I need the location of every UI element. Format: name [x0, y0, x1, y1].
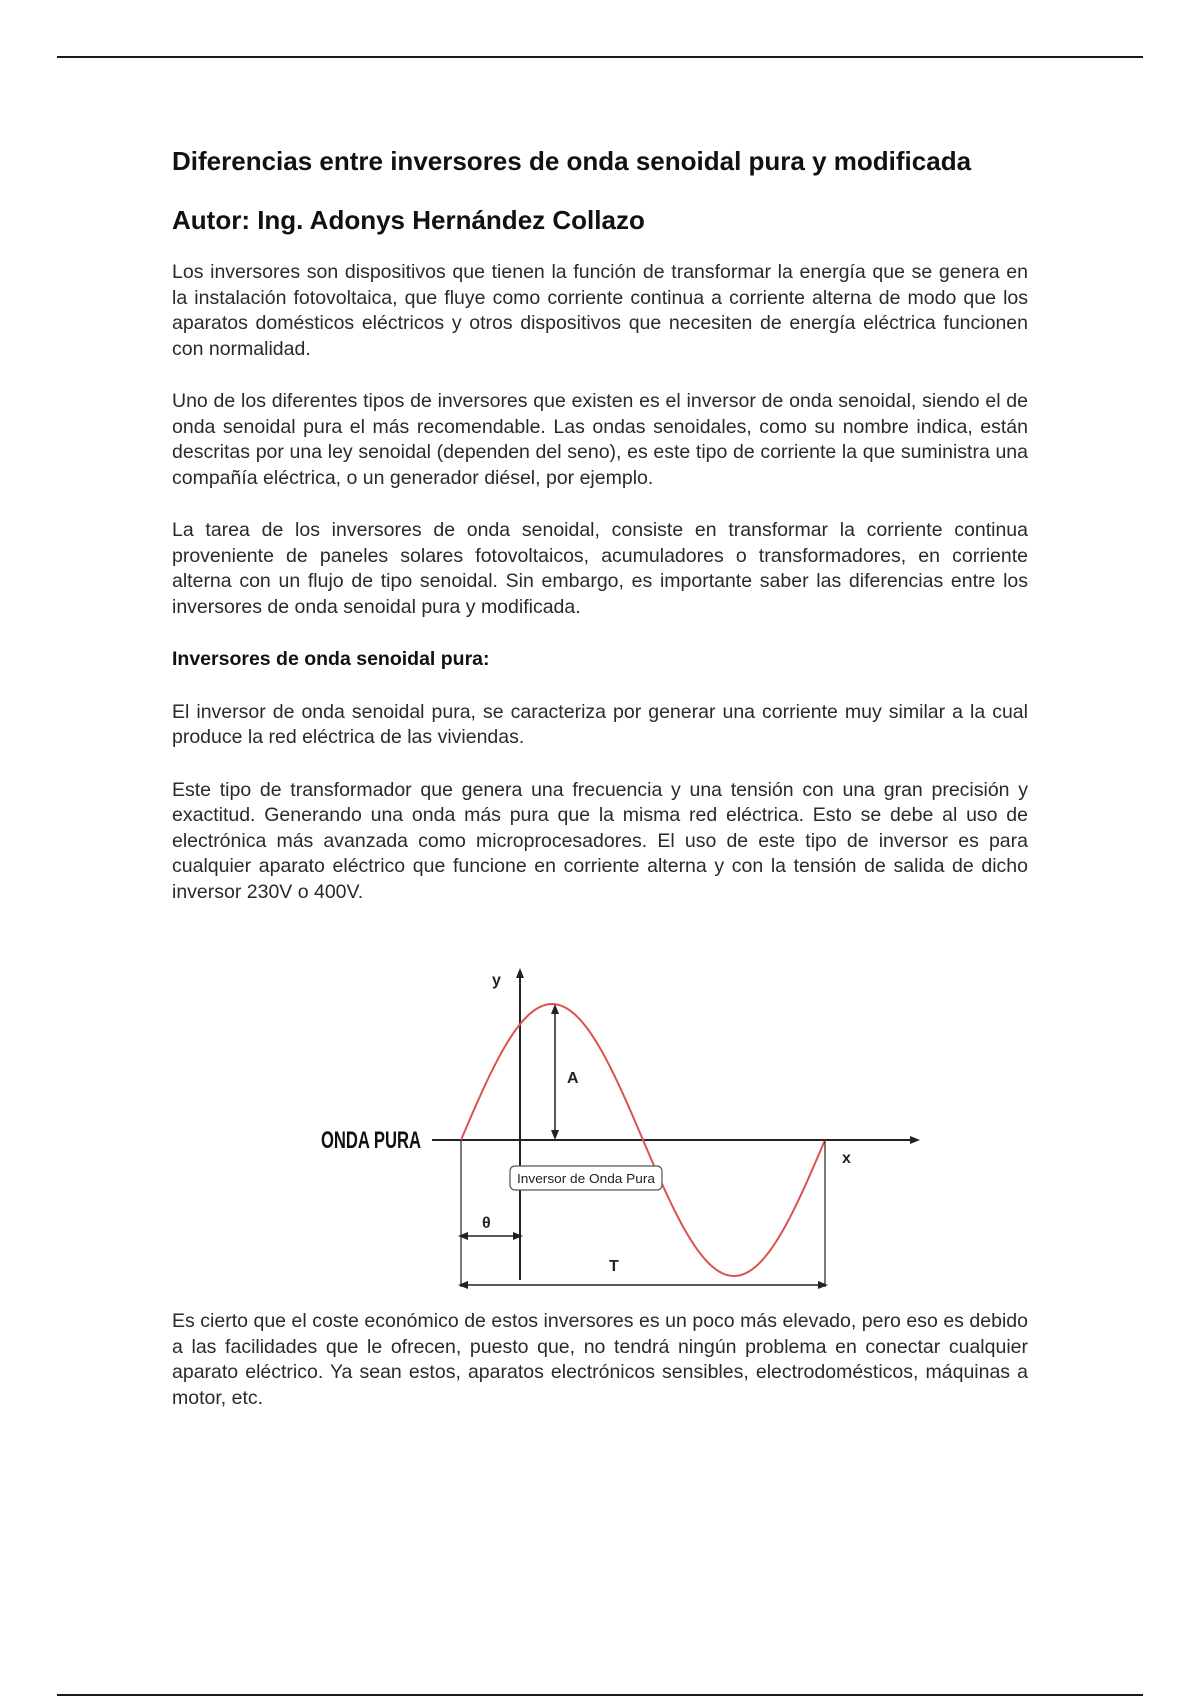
phase-label: θ — [482, 1215, 491, 1232]
author-line: Autor: Ing. Adonys Hernández Collazo — [172, 205, 645, 235]
wave-type-label: ONDA PURA — [321, 1127, 421, 1154]
document-title: Diferencias entre inversores de onda senoidal pura y modificada — [172, 146, 972, 176]
section-heading-pure-sine: Inversores de onda senoidal pura: — [172, 648, 490, 670]
period-label: T — [609, 1258, 619, 1275]
document-body — [172, 145, 1028, 1411]
paragraph-intro: Los inversores son dispositivos que tienen la función de transformar la energía que se genera en la instalación fotovoltaica, que fluye como corriente continua a corriente alterna de modo que los aparatos domésticos eléctricos y otros dispositivos que necesiten de energía eléctrica funcionen con normalidad. — [172, 261, 1028, 360]
x-axis-label: x — [842, 1150, 851, 1167]
paragraph-cost: Es cierto que el coste económico de estos inversores es un poco más elevado, pero eso es debido a las facilidades que le ofrecen, puesto que, no tendrá ningún problema en conectar cualquier aparato eléctrico. Ya sean estos, aparatos electrónicos sensibles, electrodomésticos, máquinas a motor, etc. — [172, 1310, 1028, 1409]
caption-box-text: Inversor de Onda Pura — [517, 1171, 656, 1186]
paragraph-types: Uno de los diferentes tipos de inversores que existen es el inversor de onda senoidal, siendo el de onda senoidal pura el más recomendable. Las ondas senoidales, como su nombre indica, están descritas por una ley senoidal (dependen del seno), es este tipo de corriente la que suministra una compañía eléctrica, o un generador diésel, por ejemplo. — [172, 390, 1028, 489]
footer-rule — [57, 1694, 1143, 1696]
paragraph-task: La tarea de los inversores de onda senoidal, consiste en transformar la corriente continua proveniente de paneles solares fotovoltaicos, acumuladores o transformadores, en corriente alterna con un flujo de tipo senoidal. Sin embargo, es importante saber las diferencias entre los inversores de onda senoidal pura y modificada. — [172, 519, 1028, 618]
paragraph-pure-sine-description: El inversor de onda senoidal pura, se caracteriza por generar una corriente muy similar a la cual produce la red eléctrica de las viviendas. — [172, 700, 1028, 748]
paragraph-pure-sine-precision: Este tipo de transformador que genera una frecuencia y una tensión con una gran precisión y exactitud. Generando una onda más pura que la misma red eléctrica. Esto se debe al uso de electrónica más avanzada como microprocesadores. El uso de este tipo de inversor es para cualquier aparato eléctrico que funcione en corriente alterna y con la tensión de salida de dicho inversor 230V o 400V. — [172, 778, 1028, 903]
amplitude-label: A — [567, 1070, 579, 1087]
pure-sine-wave-diagram — [172, 945, 1028, 1305]
sine-wave-svg — [172, 945, 1028, 1305]
y-axis-label: y — [492, 972, 501, 989]
header-rule — [57, 56, 1143, 58]
